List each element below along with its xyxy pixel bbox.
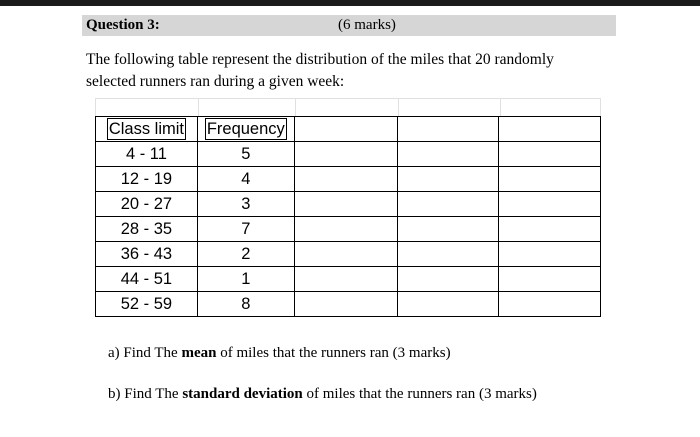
empty-cell xyxy=(294,167,397,192)
frequency-cell: 2 xyxy=(197,242,294,267)
empty-cell xyxy=(499,242,601,267)
empty-cell xyxy=(499,192,601,217)
table-row xyxy=(96,192,601,217)
frequency-cell: 1 xyxy=(197,267,294,292)
frequency-cell: 8 xyxy=(197,292,294,317)
frequency-cell: 5 xyxy=(197,142,294,167)
table-row xyxy=(96,267,601,292)
class-limit-cell: 20 - 27 xyxy=(96,192,198,217)
empty-cell xyxy=(294,117,397,142)
class-limit-cell: 36 - 43 xyxy=(96,242,198,267)
class-limit-cell: 12 - 19 xyxy=(96,167,198,192)
empty-cell xyxy=(294,192,397,217)
question-part-a xyxy=(108,345,451,362)
intro-line-2: selected runners ran during a given week: xyxy=(86,73,345,90)
question-header xyxy=(82,15,616,36)
part-b-keyword: standard deviation xyxy=(182,386,303,402)
frequency-cell: 3 xyxy=(197,192,294,217)
table-header-row xyxy=(96,117,601,142)
class-limit-cell: 4 - 11 xyxy=(96,142,198,167)
empty-cell xyxy=(397,217,499,242)
empty-cell xyxy=(294,217,397,242)
top-bar xyxy=(0,0,700,6)
class-limit-cell: 28 - 35 xyxy=(96,217,198,242)
class-limit-cell: 44 - 51 xyxy=(96,267,198,292)
empty-cell xyxy=(294,292,397,317)
header-cell-class-limit: Class limit xyxy=(96,117,198,142)
table-row xyxy=(96,292,601,317)
question-title: Question 3: xyxy=(86,17,160,33)
empty-cell xyxy=(499,217,601,242)
empty-cell xyxy=(499,117,601,142)
empty-cell xyxy=(294,267,397,292)
empty-cell xyxy=(499,167,601,192)
frequency-cell: 4 xyxy=(197,167,294,192)
table-row xyxy=(96,142,601,167)
empty-cell xyxy=(397,142,499,167)
class-limit-cell: 52 - 59 xyxy=(96,292,198,317)
empty-cell xyxy=(397,242,499,267)
frequency-cell: 7 xyxy=(197,217,294,242)
part-b-prefix: b) Find The xyxy=(108,386,183,402)
table-row xyxy=(96,217,601,242)
empty-cell xyxy=(397,117,499,142)
question-marks: (6 marks) xyxy=(338,17,396,33)
part-a-prefix: a) Find The xyxy=(108,345,182,361)
empty-cell xyxy=(499,142,601,167)
header-cell-frequency: Frequency xyxy=(197,117,294,142)
part-a-keyword: mean xyxy=(181,345,217,361)
intro-line-1: The following table represent the distribution of the miles that 20 randomly xyxy=(86,51,554,68)
empty-cell xyxy=(397,292,499,317)
empty-cell xyxy=(294,142,397,167)
table-row xyxy=(96,167,601,192)
intro-text xyxy=(86,49,606,93)
part-b-suffix: of miles that the runners ran (3 marks) xyxy=(302,386,537,402)
empty-cell xyxy=(294,242,397,267)
question-part-b xyxy=(108,386,537,403)
faint-grid-top xyxy=(95,98,601,116)
empty-cell xyxy=(499,292,601,317)
empty-cell xyxy=(499,267,601,292)
empty-cell xyxy=(397,192,499,217)
table-row xyxy=(96,242,601,267)
empty-cell xyxy=(397,167,499,192)
frequency-table-container xyxy=(95,98,601,326)
part-a-suffix: of miles that the runners ran (3 marks) xyxy=(216,345,451,361)
empty-cell xyxy=(397,267,499,292)
frequency-table xyxy=(95,116,601,317)
